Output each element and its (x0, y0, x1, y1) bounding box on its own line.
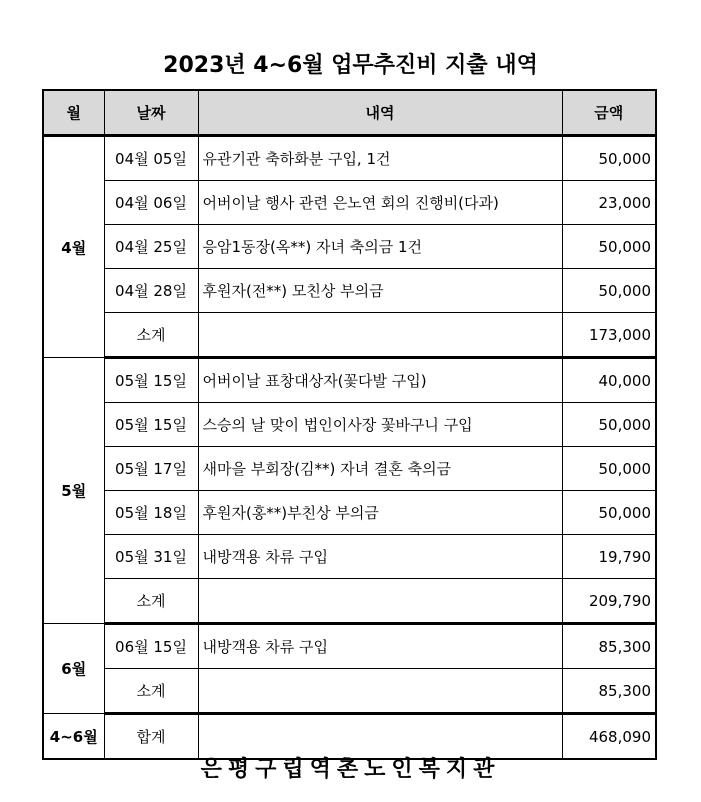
subtotal-label: 소계 (104, 579, 198, 624)
desc-cell: 어버이날 표창대상자(꽃다발 구입) (198, 358, 562, 403)
subtotal-desc-empty (198, 579, 562, 624)
header-date: 날짜 (104, 90, 198, 136)
desc-cell: 스승의 날 맞이 법인이사장 꽃바구니 구입 (198, 403, 562, 447)
date-cell: 04월 06일 (104, 181, 198, 225)
table-row (43, 624, 656, 669)
date-cell: 05월 15일 (104, 403, 198, 447)
date-cell: 04월 05일 (104, 136, 198, 181)
table-row (43, 181, 656, 225)
amount-cell: 50,000 (562, 269, 656, 313)
table-row (43, 358, 656, 403)
organization-name: 은평구립역촌노인복지관 (200, 757, 501, 782)
table-row (43, 225, 656, 269)
subtotal-label: 소계 (104, 669, 198, 714)
amount-cell: 40,000 (562, 358, 656, 403)
table-row (43, 535, 656, 579)
header-amount: 금액 (562, 90, 656, 136)
date-cell: 05월 17일 (104, 447, 198, 491)
total-period: 4~6월 (43, 714, 104, 760)
desc-cell: 유관기관 축하화분 구입, 1건 (198, 136, 562, 181)
date-cell: 05월 15일 (104, 358, 198, 403)
header-month: 월 (43, 90, 104, 136)
desc-cell: 후원자(홍**)부친상 부의금 (198, 491, 562, 535)
total-amount: 468,090 (562, 714, 656, 760)
header-desc: 내역 (198, 90, 562, 136)
table-row (43, 491, 656, 535)
month-cell-june: 6월 (43, 624, 104, 714)
month-cell-may: 5월 (43, 358, 104, 624)
expense-table (42, 89, 657, 760)
desc-cell: 새마을 부회장(김**) 자녀 결혼 축의금 (198, 447, 562, 491)
amount-cell: 50,000 (562, 403, 656, 447)
amount-cell: 85,300 (562, 624, 656, 669)
subtotal-row-june (43, 669, 656, 714)
amount-cell: 50,000 (562, 136, 656, 181)
subtotal-desc-empty (198, 669, 562, 714)
amount-cell: 23,000 (562, 181, 656, 225)
page-title: 2023년 4~6월 업무추진비 지출 내역 (163, 53, 538, 78)
date-cell: 04월 25일 (104, 225, 198, 269)
amount-cell: 50,000 (562, 447, 656, 491)
month-cell-april: 4월 (43, 136, 104, 358)
table-row (43, 136, 656, 181)
subtotal-row-may (43, 579, 656, 624)
desc-cell: 후원자(전**) 모친상 부의금 (198, 269, 562, 313)
amount-cell: 19,790 (562, 535, 656, 579)
table-row (43, 403, 656, 447)
desc-cell: 응암1동장(옥**) 자녀 축의금 1건 (198, 225, 562, 269)
table-row (43, 269, 656, 313)
desc-cell: 내방객용 차류 구입 (198, 624, 562, 669)
subtotal-amount: 209,790 (562, 579, 656, 624)
table-header-row (43, 90, 656, 136)
date-cell: 05월 18일 (104, 491, 198, 535)
subtotal-label: 소계 (104, 313, 198, 358)
subtotal-desc-empty (198, 313, 562, 358)
total-label: 합계 (104, 714, 198, 760)
subtotal-amount: 85,300 (562, 669, 656, 714)
table-row (43, 447, 656, 491)
amount-cell: 50,000 (562, 225, 656, 269)
subtotal-row-april (43, 313, 656, 358)
subtotal-amount: 173,000 (562, 313, 656, 358)
date-cell: 06월 15일 (104, 624, 198, 669)
desc-cell: 내방객용 차류 구입 (198, 535, 562, 579)
date-cell: 04월 28일 (104, 269, 198, 313)
desc-cell: 어버이날 행사 관련 은노연 회의 진행비(다과) (198, 181, 562, 225)
amount-cell: 50,000 (562, 491, 656, 535)
date-cell: 05월 31일 (104, 535, 198, 579)
